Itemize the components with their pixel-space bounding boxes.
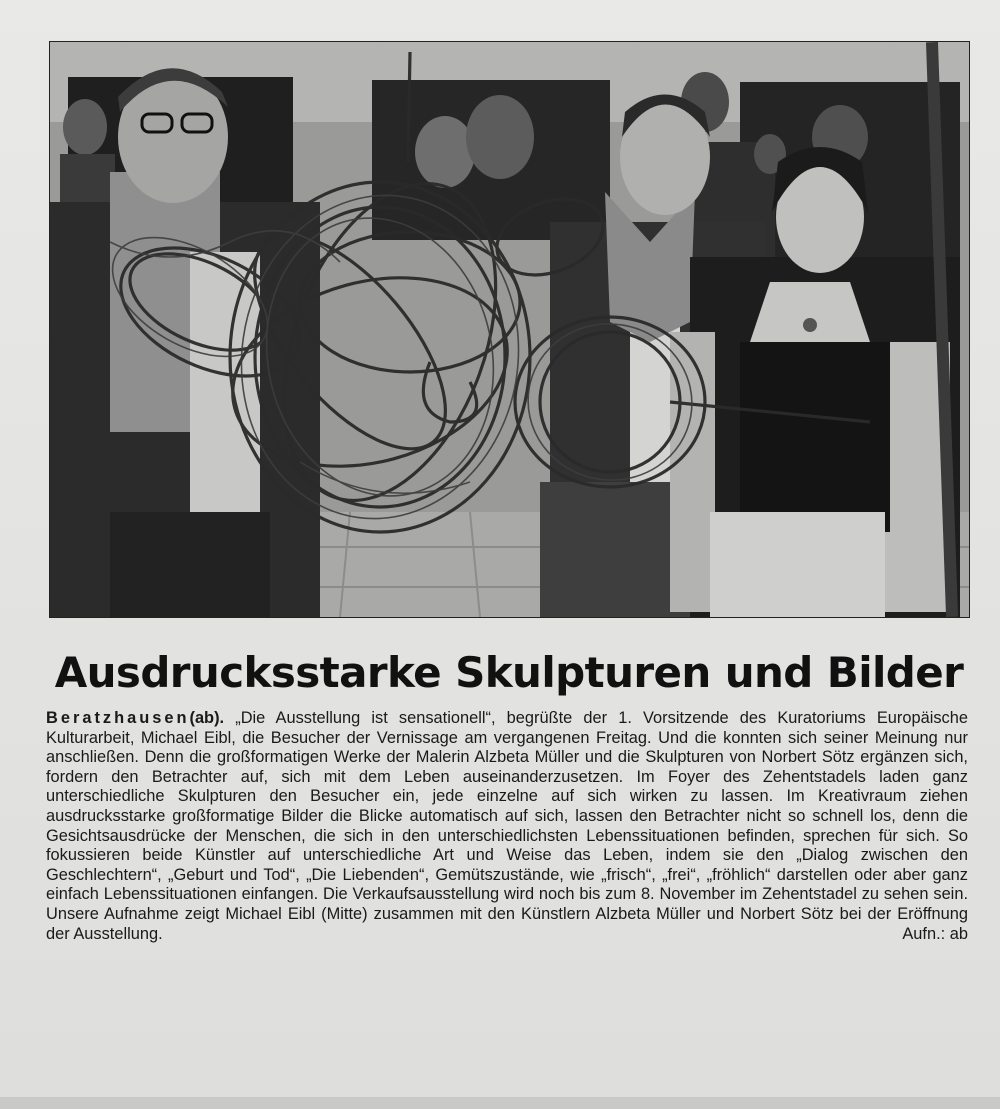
article-photo (49, 41, 970, 618)
article-body (46, 709, 968, 944)
article-headline: Ausdrucksstarke Skulpturen und Bilder (54, 648, 964, 697)
photo-credit: Aufn.: ab (902, 924, 968, 943)
article-text: „Die Ausstellung ist sensationell“, begrüßte der 1. Vorsitzende des Kuratoriums Europäische Kulturarbeit, Michael Eibl, die Besucher der Vernissage am vergangenen Freitag. Und die konnten sich seiner Meinung nur anschließen. Denn die großformatigen Werke der Malerin Alzbeta Müller und die Skulpturen von Norbert Sötz ergänzen sich, fordern den Betrachter auf, sich mit dem Leben auseinanderzusetzen. Im Foyer des Zehentstadels laden ganz unterschiedliche Skulpturen den Besucher ein, jede einzelne auf sich wirken zu lassen. Im Kreativraum ziehen ausdrucksstarke großformatige Bilder die Blicke automatisch auf sich, lassen den Betrachter nicht so schnell los, denn die Gesichtsausdrücke der Menschen, die sich in den unterschiedlichsten Lebenssituationen befinden, sprechen für sich. So fokussieren beide Künstler auf unterschiedliche Art und Weise das Leben, indem sie den „Dialog zwischen den Geschlechtern“, „Geburt und Tod“, „Die Liebenden“, Gemütszustände, wie „frisch“, „frei“, „fröhlich“ darstellen oder aber ganz einfach Lebenssituationen einfangen. Die Verkaufsausstellung wird noch bis zum 8. November im Zehentstadel zu sehen sein. Unsere Aufnahme zeigt Michael Eibl (Mitte) zusammen mit den Künstlern Alzbeta Müller und Norbert Sötz bei der Eröffnung der Ausstellung. (46, 709, 968, 943)
article-dateline-code: (ab). (189, 709, 225, 727)
article-dateline: Beratzhausen (46, 709, 190, 727)
scan-bottom-edge (0, 1097, 1000, 1109)
